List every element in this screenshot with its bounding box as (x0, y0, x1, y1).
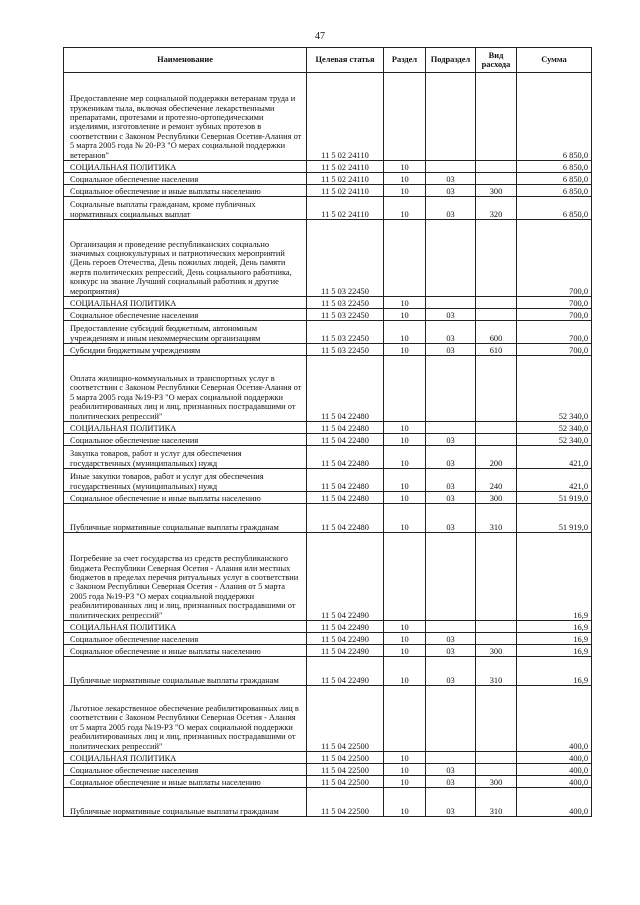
cell-section: 10 (384, 446, 426, 469)
cell-type (476, 297, 517, 309)
cell-target: 11 5 03 22450 (307, 297, 384, 309)
cell-type (476, 173, 517, 185)
cell-subsection: 03 (426, 504, 476, 533)
table-row (64, 434, 592, 446)
cell-type: 600 (476, 321, 517, 344)
cell-name: Социальное обеспечение и иные выплаты населению (64, 645, 307, 657)
cell-section (384, 533, 426, 621)
header-name: Наименование (64, 48, 307, 73)
table-row (64, 446, 592, 469)
cell-type (476, 764, 517, 776)
table-row (64, 788, 592, 817)
cell-target: 11 5 04 22490 (307, 533, 384, 621)
cell-subsection (426, 686, 476, 752)
cell-name: Предоставление мер социальной поддержки ветеранам труда и труженикам тыла, включая обеспечение лекарственными препаратами, протезами и протезно-ортопедическими изделиями, изготовление и ремонт зубных протезов в соответствии с Законом Республики Северная Осетия-Алания от 5 марта 2005 года № 20-РЗ "О мерах социальной поддержки ветеранов" (64, 73, 307, 161)
cell-name: Публичные нормативные социальные выплаты гражданам (64, 788, 307, 817)
cell-sum: 16,9 (517, 645, 592, 657)
cell-target: 11 5 02 24110 (307, 73, 384, 161)
cell-type (476, 220, 517, 297)
cell-section: 10 (384, 309, 426, 321)
cell-target: 11 5 04 22480 (307, 504, 384, 533)
cell-name: Субсидии бюджетным учреждениям (64, 344, 307, 356)
cell-type (476, 752, 517, 764)
cell-type: 610 (476, 344, 517, 356)
table-row (64, 533, 592, 621)
cell-subsection (426, 422, 476, 434)
cell-section: 10 (384, 764, 426, 776)
cell-target: 11 5 04 22500 (307, 776, 384, 788)
cell-type: 200 (476, 446, 517, 469)
cell-sum: 400,0 (517, 686, 592, 752)
cell-section: 10 (384, 657, 426, 686)
cell-name: Социальное обеспечение и иные выплаты населению (64, 492, 307, 504)
cell-section: 10 (384, 469, 426, 492)
table-row (64, 764, 592, 776)
budget-table (63, 47, 592, 817)
cell-name: Социальные выплаты гражданам, кроме публичных нормативных социальных выплат (64, 197, 307, 220)
cell-section (384, 686, 426, 752)
cell-target: 11 5 04 22500 (307, 752, 384, 764)
cell-target: 11 5 04 22480 (307, 469, 384, 492)
cell-subsection: 03 (426, 185, 476, 197)
cell-subsection (426, 533, 476, 621)
cell-subsection: 03 (426, 344, 476, 356)
cell-subsection: 03 (426, 197, 476, 220)
cell-subsection (426, 621, 476, 633)
cell-type: 320 (476, 197, 517, 220)
table-row (64, 504, 592, 533)
header-subsection: Подраздел (426, 48, 476, 73)
cell-type: 300 (476, 185, 517, 197)
header-section: Раздел (384, 48, 426, 73)
cell-name: СОЦИАЛЬНАЯ ПОЛИТИКА (64, 161, 307, 173)
cell-name: Публичные нормативные социальные выплаты гражданам (64, 504, 307, 533)
table-row (64, 297, 592, 309)
cell-target: 11 5 04 22480 (307, 434, 384, 446)
cell-sum: 700,0 (517, 297, 592, 309)
cell-sum: 6 850,0 (517, 197, 592, 220)
cell-type (476, 161, 517, 173)
cell-type (476, 533, 517, 621)
cell-target: 11 5 04 22490 (307, 657, 384, 686)
cell-target: 11 5 04 22490 (307, 645, 384, 657)
cell-subsection: 03 (426, 309, 476, 321)
cell-type (476, 621, 517, 633)
cell-sum: 6 850,0 (517, 173, 592, 185)
cell-type: 300 (476, 776, 517, 788)
cell-subsection (426, 73, 476, 161)
cell-target: 11 5 03 22450 (307, 344, 384, 356)
cell-subsection: 03 (426, 776, 476, 788)
table-row (64, 422, 592, 434)
cell-target: 11 5 03 22450 (307, 220, 384, 297)
table-row (64, 321, 592, 344)
cell-sum: 52 340,0 (517, 434, 592, 446)
table-row (64, 185, 592, 197)
cell-target: 11 5 04 22480 (307, 422, 384, 434)
cell-type: 310 (476, 504, 517, 533)
cell-subsection: 03 (426, 788, 476, 817)
table-row (64, 344, 592, 356)
cell-type (476, 434, 517, 446)
cell-name: Оплата жилищно-коммунальных и транспортных услуг в соответствии с Законом Республики Северная Осетия-Алания от 5 марта 2005 года №19-РЗ "О мерах социальной поддержки реабилитированных лиц и лиц, признанных пострадавшими от политических репрессий" (64, 356, 307, 422)
cell-section: 10 (384, 645, 426, 657)
cell-name: Социальное обеспечение населения (64, 434, 307, 446)
page-number: 47 (315, 31, 325, 42)
cell-subsection: 03 (426, 645, 476, 657)
cell-section: 10 (384, 776, 426, 788)
cell-sum: 700,0 (517, 321, 592, 344)
table-row (64, 197, 592, 220)
cell-type (476, 633, 517, 645)
cell-target: 11 5 03 22450 (307, 321, 384, 344)
cell-sum: 700,0 (517, 309, 592, 321)
table-header-row (64, 48, 592, 73)
cell-subsection (426, 356, 476, 422)
cell-section: 10 (384, 434, 426, 446)
table-row (64, 621, 592, 633)
cell-target: 11 5 02 24110 (307, 161, 384, 173)
cell-section: 10 (384, 173, 426, 185)
cell-name: Социальное обеспечение населения (64, 309, 307, 321)
cell-name: СОЦИАЛЬНАЯ ПОЛИТИКА (64, 422, 307, 434)
cell-subsection (426, 161, 476, 173)
table-row (64, 686, 592, 752)
cell-subsection (426, 752, 476, 764)
cell-section: 10 (384, 344, 426, 356)
cell-type: 240 (476, 469, 517, 492)
cell-target: 11 5 04 22500 (307, 788, 384, 817)
cell-section: 10 (384, 752, 426, 764)
cell-target: 11 5 04 22490 (307, 621, 384, 633)
cell-subsection (426, 297, 476, 309)
cell-sum: 52 340,0 (517, 422, 592, 434)
cell-target: 11 5 04 22500 (307, 764, 384, 776)
cell-type: 310 (476, 657, 517, 686)
cell-type: 300 (476, 645, 517, 657)
cell-name: СОЦИАЛЬНАЯ ПОЛИТИКА (64, 621, 307, 633)
table-row (64, 161, 592, 173)
cell-name: Льготное лекарственное обеспечение реабилитированных лиц в соответствии с Законом Республики Северная Осетия - Алания от 5 марта 2005 года №19-РЗ "О мерах социальной поддержки реабилитированных лиц и лиц, признанных пострадавшими от политических репрессий" (64, 686, 307, 752)
cell-target: 11 5 04 22500 (307, 686, 384, 752)
table-row (64, 73, 592, 161)
table-row (64, 752, 592, 764)
cell-section: 10 (384, 297, 426, 309)
cell-sum: 421,0 (517, 446, 592, 469)
cell-section (384, 73, 426, 161)
table-row (64, 469, 592, 492)
cell-sum: 700,0 (517, 220, 592, 297)
cell-target: 11 5 04 22480 (307, 356, 384, 422)
cell-name: Социальное обеспечение и иные выплаты населению (64, 776, 307, 788)
cell-sum: 421,0 (517, 469, 592, 492)
table-row (64, 220, 592, 297)
cell-section: 10 (384, 492, 426, 504)
cell-target: 11 5 04 22480 (307, 492, 384, 504)
cell-subsection: 03 (426, 492, 476, 504)
cell-type (476, 686, 517, 752)
table-row (64, 645, 592, 657)
cell-sum: 16,9 (517, 633, 592, 645)
cell-type (476, 309, 517, 321)
cell-name: СОЦИАЛЬНАЯ ПОЛИТИКА (64, 752, 307, 764)
cell-target: 11 5 02 24110 (307, 173, 384, 185)
cell-subsection (426, 220, 476, 297)
cell-sum: 400,0 (517, 788, 592, 817)
cell-name: Социальное обеспечение населения (64, 764, 307, 776)
cell-subsection: 03 (426, 321, 476, 344)
cell-sum: 400,0 (517, 752, 592, 764)
cell-name: Социальное обеспечение населения (64, 173, 307, 185)
cell-target: 11 5 04 22490 (307, 633, 384, 645)
cell-target: 11 5 02 24110 (307, 185, 384, 197)
cell-type (476, 422, 517, 434)
cell-sum: 16,9 (517, 621, 592, 633)
cell-subsection: 03 (426, 469, 476, 492)
table-row (64, 633, 592, 645)
cell-sum: 400,0 (517, 776, 592, 788)
cell-sum: 6 850,0 (517, 73, 592, 161)
cell-sum: 6 850,0 (517, 161, 592, 173)
cell-target: 11 5 03 22450 (307, 309, 384, 321)
cell-name: Социальное обеспечение населения (64, 633, 307, 645)
cell-type (476, 73, 517, 161)
cell-section: 10 (384, 504, 426, 533)
table-row (64, 492, 592, 504)
cell-section: 10 (384, 621, 426, 633)
cell-section: 10 (384, 422, 426, 434)
cell-subsection: 03 (426, 434, 476, 446)
cell-sum: 51 919,0 (517, 504, 592, 533)
cell-target: 11 5 02 24110 (307, 197, 384, 220)
cell-subsection: 03 (426, 633, 476, 645)
cell-sum: 52 340,0 (517, 356, 592, 422)
cell-name: Организация и проведение республиканских социально значимых социокультурных и патриотических мероприятий (День героев Отечества, День пожилых людей, День памяти жертв политических репрессий, День социального работника, конкурс на звание Лучший социальный работник и другие мероприятия) (64, 220, 307, 297)
cell-name: Социальное обеспечение и иные выплаты населению (64, 185, 307, 197)
header-sum: Сумма (517, 48, 592, 73)
cell-type (476, 356, 517, 422)
cell-sum: 16,9 (517, 533, 592, 621)
cell-section (384, 356, 426, 422)
cell-type: 300 (476, 492, 517, 504)
cell-section: 10 (384, 185, 426, 197)
header-target: Целевая статья (307, 48, 384, 73)
cell-subsection: 03 (426, 657, 476, 686)
header-type: Вид расхода (476, 48, 517, 73)
cell-sum: 700,0 (517, 344, 592, 356)
cell-sum: 6 850,0 (517, 185, 592, 197)
table-row (64, 356, 592, 422)
cell-name: СОЦИАЛЬНАЯ ПОЛИТИКА (64, 297, 307, 309)
cell-name: Предоставление субсидий бюджетным, автономным учреждениям и иным некоммерческим организациям (64, 321, 307, 344)
cell-section: 10 (384, 321, 426, 344)
cell-type: 310 (476, 788, 517, 817)
cell-target: 11 5 04 22480 (307, 446, 384, 469)
cell-section: 10 (384, 161, 426, 173)
cell-name: Иные закупки товаров, работ и услуг для обеспечения государственных (муниципальных) нужд (64, 469, 307, 492)
table-row (64, 657, 592, 686)
cell-section: 10 (384, 197, 426, 220)
cell-subsection: 03 (426, 173, 476, 185)
cell-sum: 400,0 (517, 764, 592, 776)
cell-section: 10 (384, 788, 426, 817)
cell-name: Публичные нормативные социальные выплаты гражданам (64, 657, 307, 686)
cell-subsection: 03 (426, 446, 476, 469)
cell-sum: 51 919,0 (517, 492, 592, 504)
cell-name: Погребение за счет государства из средств республиканского бюджета Республики Северная Осетия - Алания или местных бюджетов в пределах перечня ритуальных услуг в соответствии с Законом Республики Северная Осетия - Алания от 5 марта 2005 года №19-РЗ "О мерах социальной поддержки реабилитированных лиц и лиц, признанных пострадавшими от политических репрессий" (64, 533, 307, 621)
cell-section (384, 220, 426, 297)
table-row (64, 776, 592, 788)
cell-sum: 16,9 (517, 657, 592, 686)
table-row (64, 309, 592, 321)
cell-subsection: 03 (426, 764, 476, 776)
table-row (64, 173, 592, 185)
cell-section: 10 (384, 633, 426, 645)
table-body (64, 73, 592, 817)
cell-name: Закупка товаров, работ и услуг для обеспечения государственных (муниципальных) нужд (64, 446, 307, 469)
